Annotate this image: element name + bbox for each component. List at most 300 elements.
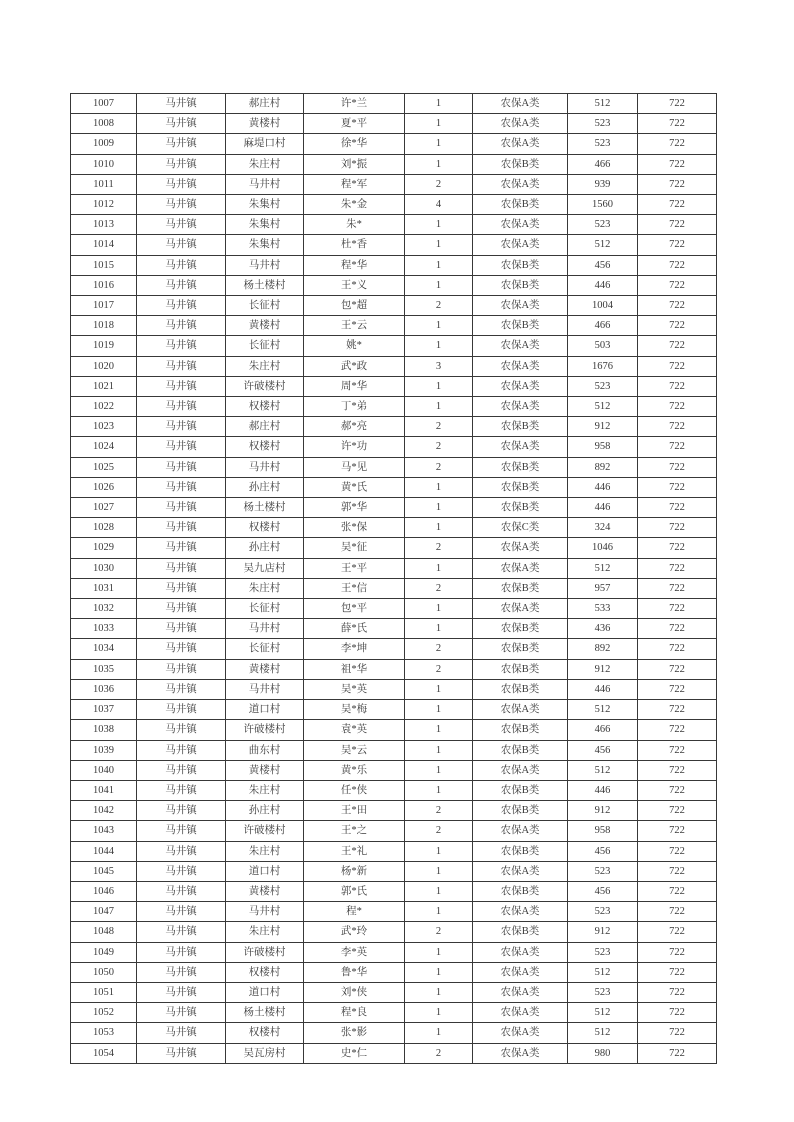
cell-town: 马井镇	[137, 154, 226, 174]
cell-base-amount: 722	[638, 760, 717, 780]
cell-village: 吴九店村	[226, 558, 304, 578]
cell-village: 麻堤口村	[226, 134, 304, 154]
cell-amount: 512	[568, 1023, 638, 1043]
cell-row-number: 1027	[71, 498, 137, 518]
cell-base-amount: 722	[638, 942, 717, 962]
cell-base-amount: 722	[638, 195, 717, 215]
cell-insurance-category: 农保A类	[473, 962, 568, 982]
cell-base-amount: 722	[638, 841, 717, 861]
cell-insurance-category: 农保B类	[473, 457, 568, 477]
cell-insurance-category: 农保B类	[473, 154, 568, 174]
cell-town: 马井镇	[137, 902, 226, 922]
cell-base-amount: 722	[638, 94, 717, 114]
cell-insurance-category: 农保A类	[473, 215, 568, 235]
cell-insurance-category: 农保A类	[473, 437, 568, 457]
cell-person-name: 程*华	[304, 255, 405, 275]
cell-town: 马井镇	[137, 740, 226, 760]
cell-village: 朱集村	[226, 195, 304, 215]
cell-amount: 892	[568, 457, 638, 477]
cell-amount: 912	[568, 659, 638, 679]
cell-town: 马井镇	[137, 376, 226, 396]
cell-village: 郝庄村	[226, 94, 304, 114]
cell-town: 马井镇	[137, 195, 226, 215]
cell-base-amount: 722	[638, 821, 717, 841]
cell-person-count: 1	[405, 336, 473, 356]
cell-person-name: 郭*氏	[304, 881, 405, 901]
cell-town: 马井镇	[137, 982, 226, 1002]
cell-insurance-category: 农保A类	[473, 599, 568, 619]
table-row	[71, 235, 717, 255]
cell-person-count: 2	[405, 417, 473, 437]
cell-village: 马井村	[226, 174, 304, 194]
cell-insurance-category: 农保B类	[473, 740, 568, 760]
cell-row-number: 1007	[71, 94, 137, 114]
cell-row-number: 1052	[71, 1003, 137, 1023]
cell-amount: 957	[568, 578, 638, 598]
cell-insurance-category: 农保B类	[473, 841, 568, 861]
cell-row-number: 1014	[71, 235, 137, 255]
cell-insurance-category: 农保B类	[473, 659, 568, 679]
cell-village: 马井村	[226, 619, 304, 639]
cell-base-amount: 722	[638, 114, 717, 134]
cell-person-name: 包*平	[304, 599, 405, 619]
cell-person-count: 2	[405, 538, 473, 558]
cell-village: 黄楼村	[226, 316, 304, 336]
cell-person-count: 3	[405, 356, 473, 376]
table-row	[71, 477, 717, 497]
cell-person-count: 1	[405, 477, 473, 497]
cell-person-name: 祖*华	[304, 659, 405, 679]
cell-town: 马井镇	[137, 336, 226, 356]
cell-row-number: 1041	[71, 780, 137, 800]
cell-village: 朱庄村	[226, 356, 304, 376]
cell-insurance-category: 农保A类	[473, 174, 568, 194]
cell-town: 马井镇	[137, 296, 226, 316]
cell-amount: 446	[568, 498, 638, 518]
cell-town: 马井镇	[137, 639, 226, 659]
cell-person-count: 1	[405, 397, 473, 417]
cell-row-number: 1044	[71, 841, 137, 861]
cell-row-number: 1019	[71, 336, 137, 356]
cell-town: 马井镇	[137, 174, 226, 194]
cell-amount: 523	[568, 215, 638, 235]
cell-person-count: 1	[405, 1023, 473, 1043]
cell-person-count: 1	[405, 599, 473, 619]
cell-amount: 512	[568, 962, 638, 982]
cell-amount: 523	[568, 902, 638, 922]
cell-village: 朱庄村	[226, 841, 304, 861]
cell-insurance-category: 农保B类	[473, 619, 568, 639]
cell-person-count: 1	[405, 498, 473, 518]
cell-village: 孙庄村	[226, 477, 304, 497]
cell-person-name: 许*兰	[304, 94, 405, 114]
cell-row-number: 1036	[71, 679, 137, 699]
cell-insurance-category: 农保A类	[473, 296, 568, 316]
cell-base-amount: 722	[638, 134, 717, 154]
cell-row-number: 1020	[71, 356, 137, 376]
cell-amount: 446	[568, 679, 638, 699]
cell-row-number: 1026	[71, 477, 137, 497]
cell-person-count: 1	[405, 275, 473, 295]
cell-amount: 324	[568, 518, 638, 538]
cell-amount: 466	[568, 316, 638, 336]
cell-base-amount: 722	[638, 720, 717, 740]
cell-row-number: 1031	[71, 578, 137, 598]
cell-village: 权楼村	[226, 518, 304, 538]
cell-base-amount: 722	[638, 1023, 717, 1043]
cell-base-amount: 722	[638, 235, 717, 255]
cell-person-count: 1	[405, 235, 473, 255]
cell-insurance-category: 农保A类	[473, 235, 568, 255]
cell-row-number: 1051	[71, 982, 137, 1002]
cell-village: 长征村	[226, 599, 304, 619]
cell-row-number: 1022	[71, 397, 137, 417]
cell-person-count: 1	[405, 94, 473, 114]
cell-town: 马井镇	[137, 397, 226, 417]
cell-town: 马井镇	[137, 417, 226, 437]
cell-row-number: 1053	[71, 1023, 137, 1043]
table-row	[71, 639, 717, 659]
table-row	[71, 336, 717, 356]
cell-amount: 446	[568, 275, 638, 295]
cell-village: 道口村	[226, 861, 304, 881]
table-row	[71, 558, 717, 578]
cell-person-count: 1	[405, 518, 473, 538]
cell-insurance-category: 农保A类	[473, 1023, 568, 1043]
cell-amount: 939	[568, 174, 638, 194]
cell-town: 马井镇	[137, 659, 226, 679]
cell-person-name: 黄*氏	[304, 477, 405, 497]
cell-amount: 503	[568, 336, 638, 356]
cell-base-amount: 722	[638, 417, 717, 437]
table-row	[71, 498, 717, 518]
cell-amount: 523	[568, 982, 638, 1002]
table-row	[71, 538, 717, 558]
cell-amount: 912	[568, 417, 638, 437]
cell-person-count: 2	[405, 578, 473, 598]
cell-amount: 456	[568, 740, 638, 760]
cell-insurance-category: 农保A类	[473, 134, 568, 154]
cell-town: 马井镇	[137, 962, 226, 982]
cell-person-name: 周*华	[304, 376, 405, 396]
cell-person-count: 2	[405, 639, 473, 659]
cell-amount: 533	[568, 599, 638, 619]
table-row	[71, 94, 717, 114]
cell-row-number: 1043	[71, 821, 137, 841]
cell-village: 许破楼村	[226, 376, 304, 396]
cell-person-name: 王*义	[304, 275, 405, 295]
cell-village: 孙庄村	[226, 801, 304, 821]
cell-person-count: 1	[405, 154, 473, 174]
cell-row-number: 1032	[71, 599, 137, 619]
table-row	[71, 397, 717, 417]
cell-row-number: 1048	[71, 922, 137, 942]
cell-village: 道口村	[226, 982, 304, 1002]
cell-town: 马井镇	[137, 356, 226, 376]
cell-person-name: 武*政	[304, 356, 405, 376]
cell-person-name: 张*影	[304, 1023, 405, 1043]
cell-village: 权楼村	[226, 1023, 304, 1043]
cell-base-amount: 722	[638, 376, 717, 396]
table-row	[71, 417, 717, 437]
cell-town: 马井镇	[137, 255, 226, 275]
cell-row-number: 1035	[71, 659, 137, 679]
cell-person-name: 夏*平	[304, 114, 405, 134]
cell-base-amount: 722	[638, 1043, 717, 1063]
cell-village: 马井村	[226, 255, 304, 275]
cell-village: 许破楼村	[226, 821, 304, 841]
cell-base-amount: 722	[638, 154, 717, 174]
cell-base-amount: 722	[638, 902, 717, 922]
table-row	[71, 578, 717, 598]
cell-row-number: 1049	[71, 942, 137, 962]
cell-village: 权楼村	[226, 397, 304, 417]
cell-village: 黄楼村	[226, 760, 304, 780]
cell-base-amount: 722	[638, 518, 717, 538]
cell-insurance-category: 农保A类	[473, 1043, 568, 1063]
cell-person-name: 吴*梅	[304, 700, 405, 720]
table-row	[71, 437, 717, 457]
table-row	[71, 760, 717, 780]
cell-base-amount: 722	[638, 356, 717, 376]
cell-person-count: 1	[405, 376, 473, 396]
cell-insurance-category: 农保B类	[473, 578, 568, 598]
cell-village: 杨土楼村	[226, 1003, 304, 1023]
cell-person-name: 程*	[304, 902, 405, 922]
cell-base-amount: 722	[638, 619, 717, 639]
table-row	[71, 195, 717, 215]
cell-insurance-category: 农保B类	[473, 801, 568, 821]
cell-insurance-category: 农保B类	[473, 275, 568, 295]
cell-person-count: 1	[405, 780, 473, 800]
cell-insurance-category: 农保A类	[473, 94, 568, 114]
cell-base-amount: 722	[638, 982, 717, 1002]
cell-base-amount: 722	[638, 639, 717, 659]
cell-village: 黄楼村	[226, 881, 304, 901]
cell-person-name: 王*云	[304, 316, 405, 336]
cell-amount: 512	[568, 1003, 638, 1023]
cell-insurance-category: 农保A类	[473, 700, 568, 720]
cell-person-name: 杜*香	[304, 235, 405, 255]
cell-row-number: 1034	[71, 639, 137, 659]
cell-amount: 512	[568, 94, 638, 114]
cell-person-name: 王*礼	[304, 841, 405, 861]
cell-insurance-category: 农保A类	[473, 356, 568, 376]
cell-row-number: 1054	[71, 1043, 137, 1063]
table-row	[71, 679, 717, 699]
cell-row-number: 1015	[71, 255, 137, 275]
cell-town: 马井镇	[137, 578, 226, 598]
cell-town: 马井镇	[137, 801, 226, 821]
cell-insurance-category: 农保B类	[473, 881, 568, 901]
cell-base-amount: 722	[638, 700, 717, 720]
cell-town: 马井镇	[137, 316, 226, 336]
cell-person-count: 1	[405, 316, 473, 336]
cell-row-number: 1033	[71, 619, 137, 639]
table-row	[71, 255, 717, 275]
cell-person-count: 1	[405, 942, 473, 962]
cell-person-name: 马*见	[304, 457, 405, 477]
cell-person-name: 任*侠	[304, 780, 405, 800]
cell-person-count: 1	[405, 841, 473, 861]
cell-person-name: 朱*金	[304, 195, 405, 215]
records-table-body	[71, 94, 717, 1064]
cell-town: 马井镇	[137, 134, 226, 154]
cell-village: 朱集村	[226, 215, 304, 235]
cell-person-name: 许*功	[304, 437, 405, 457]
cell-row-number: 1016	[71, 275, 137, 295]
table-row	[71, 942, 717, 962]
cell-person-count: 2	[405, 821, 473, 841]
cell-insurance-category: 农保A类	[473, 942, 568, 962]
cell-amount: 1046	[568, 538, 638, 558]
table-row	[71, 1003, 717, 1023]
cell-insurance-category: 农保A类	[473, 397, 568, 417]
cell-person-count: 1	[405, 740, 473, 760]
cell-person-count: 2	[405, 1043, 473, 1063]
cell-row-number: 1018	[71, 316, 137, 336]
cell-row-number: 1024	[71, 437, 137, 457]
cell-town: 马井镇	[137, 679, 226, 699]
cell-row-number: 1040	[71, 760, 137, 780]
cell-insurance-category: 农保B类	[473, 316, 568, 336]
cell-row-number: 1039	[71, 740, 137, 760]
cell-town: 马井镇	[137, 518, 226, 538]
cell-person-name: 薛*氏	[304, 619, 405, 639]
cell-insurance-category: 农保B类	[473, 639, 568, 659]
cell-row-number: 1030	[71, 558, 137, 578]
table-row	[71, 275, 717, 295]
cell-person-count: 2	[405, 659, 473, 679]
cell-person-name: 吴*征	[304, 538, 405, 558]
cell-amount: 1004	[568, 296, 638, 316]
cell-person-name: 刘*侠	[304, 982, 405, 1002]
records-table	[70, 93, 717, 1064]
cell-town: 马井镇	[137, 720, 226, 740]
cell-village: 郝庄村	[226, 417, 304, 437]
table-row	[71, 821, 717, 841]
cell-town: 马井镇	[137, 457, 226, 477]
cell-town: 马井镇	[137, 841, 226, 861]
table-row	[71, 1043, 717, 1063]
cell-person-count: 1	[405, 982, 473, 1002]
cell-amount: 523	[568, 134, 638, 154]
cell-village: 许破楼村	[226, 942, 304, 962]
cell-town: 马井镇	[137, 1003, 226, 1023]
cell-row-number: 1047	[71, 902, 137, 922]
cell-insurance-category: 农保A类	[473, 558, 568, 578]
cell-person-name: 王*之	[304, 821, 405, 841]
cell-insurance-category: 农保B类	[473, 780, 568, 800]
cell-base-amount: 722	[638, 437, 717, 457]
cell-person-count: 1	[405, 215, 473, 235]
cell-town: 马井镇	[137, 861, 226, 881]
cell-base-amount: 722	[638, 457, 717, 477]
cell-person-name: 吴*云	[304, 740, 405, 760]
cell-person-count: 1	[405, 861, 473, 881]
cell-person-name: 王*田	[304, 801, 405, 821]
cell-row-number: 1038	[71, 720, 137, 740]
cell-town: 马井镇	[137, 599, 226, 619]
cell-insurance-category: 农保B类	[473, 922, 568, 942]
cell-row-number: 1045	[71, 861, 137, 881]
cell-insurance-category: 农保B类	[473, 477, 568, 497]
cell-town: 马井镇	[137, 477, 226, 497]
cell-town: 马井镇	[137, 558, 226, 578]
cell-base-amount: 722	[638, 215, 717, 235]
table-row	[71, 376, 717, 396]
cell-village: 黄楼村	[226, 114, 304, 134]
cell-town: 马井镇	[137, 821, 226, 841]
cell-person-name: 鲁*华	[304, 962, 405, 982]
table-row	[71, 316, 717, 336]
cell-village: 长征村	[226, 296, 304, 316]
cell-person-name: 杨*新	[304, 861, 405, 881]
cell-person-name: 李*英	[304, 942, 405, 962]
cell-row-number: 1050	[71, 962, 137, 982]
cell-row-number: 1029	[71, 538, 137, 558]
cell-base-amount: 722	[638, 679, 717, 699]
cell-base-amount: 722	[638, 659, 717, 679]
table-row	[71, 922, 717, 942]
cell-insurance-category: 农保B类	[473, 720, 568, 740]
cell-base-amount: 722	[638, 881, 717, 901]
cell-amount: 523	[568, 861, 638, 881]
cell-person-name: 程*良	[304, 1003, 405, 1023]
cell-row-number: 1023	[71, 417, 137, 437]
cell-village: 朱庄村	[226, 154, 304, 174]
cell-village: 马井村	[226, 457, 304, 477]
table-row	[71, 881, 717, 901]
cell-village: 杨土楼村	[226, 275, 304, 295]
cell-base-amount: 722	[638, 275, 717, 295]
cell-insurance-category: 农保A类	[473, 336, 568, 356]
table-row	[71, 296, 717, 316]
cell-insurance-category: 农保B类	[473, 679, 568, 699]
cell-person-name: 姚*	[304, 336, 405, 356]
cell-person-count: 1	[405, 720, 473, 740]
cell-town: 马井镇	[137, 538, 226, 558]
cell-person-count: 2	[405, 296, 473, 316]
cell-insurance-category: 农保A类	[473, 760, 568, 780]
cell-insurance-category: 农保A类	[473, 114, 568, 134]
cell-base-amount: 722	[638, 498, 717, 518]
cell-row-number: 1010	[71, 154, 137, 174]
cell-amount: 523	[568, 942, 638, 962]
cell-town: 马井镇	[137, 760, 226, 780]
cell-person-count: 1	[405, 619, 473, 639]
cell-insurance-category: 农保A类	[473, 982, 568, 1002]
cell-person-name: 王*信	[304, 578, 405, 598]
cell-amount: 466	[568, 720, 638, 740]
cell-person-count: 1	[405, 700, 473, 720]
table-row	[71, 740, 717, 760]
cell-person-name: 朱*	[304, 215, 405, 235]
cell-amount: 512	[568, 700, 638, 720]
cell-town: 马井镇	[137, 700, 226, 720]
cell-insurance-category: 农保A类	[473, 1003, 568, 1023]
table-row	[71, 902, 717, 922]
cell-base-amount: 722	[638, 477, 717, 497]
table-row	[71, 861, 717, 881]
cell-village: 朱庄村	[226, 922, 304, 942]
table-row	[71, 518, 717, 538]
cell-village: 朱庄村	[226, 578, 304, 598]
cell-person-name: 王*平	[304, 558, 405, 578]
cell-row-number: 1042	[71, 801, 137, 821]
table-row	[71, 801, 717, 821]
cell-insurance-category: 农保A类	[473, 538, 568, 558]
